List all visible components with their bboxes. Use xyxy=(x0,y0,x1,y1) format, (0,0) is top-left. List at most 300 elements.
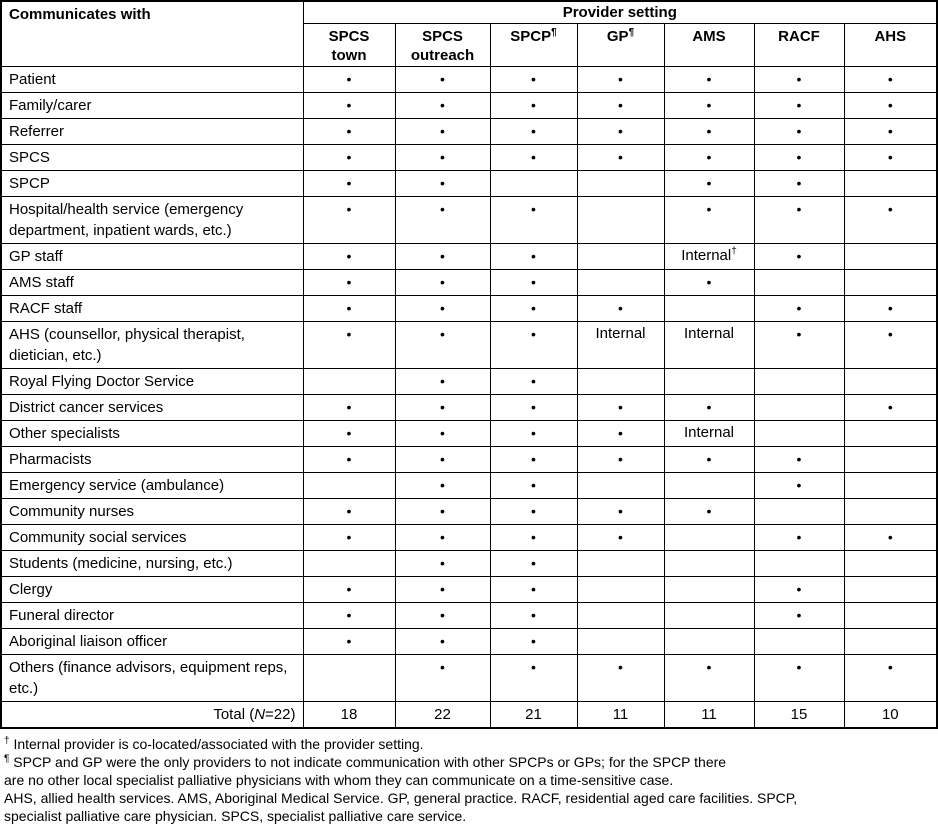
matrix-cell xyxy=(490,524,577,550)
matrix-cell xyxy=(754,654,844,701)
matrix-cell xyxy=(844,295,937,321)
matrix-cell xyxy=(844,524,937,550)
matrix-cell xyxy=(303,576,395,602)
footnote-line xyxy=(4,735,932,753)
dot-icon: • xyxy=(440,70,445,87)
dot-icon: • xyxy=(346,398,352,415)
total-label-prefix: Total ( xyxy=(213,705,255,723)
row-label: AMS staff xyxy=(1,269,303,295)
dot-icon: • xyxy=(440,424,445,441)
table-body xyxy=(1,66,937,728)
matrix-cell xyxy=(490,420,577,446)
matrix-cell xyxy=(490,66,577,92)
table-row xyxy=(1,524,937,550)
row-label: Patient xyxy=(1,66,303,92)
total-row xyxy=(1,701,937,728)
total-value: 10 xyxy=(844,701,937,728)
dot-icon: • xyxy=(531,325,536,342)
matrix-cell xyxy=(303,524,395,550)
matrix-cell xyxy=(754,170,844,196)
matrix-cell xyxy=(395,144,490,170)
row-label: Funeral director xyxy=(1,602,303,628)
matrix-cell xyxy=(844,144,937,170)
matrix-cell xyxy=(844,420,937,446)
matrix-cell xyxy=(844,368,937,394)
matrix-cell xyxy=(490,602,577,628)
column-header-line1: SPCP xyxy=(510,27,552,45)
footnote-line xyxy=(4,771,932,789)
matrix-cell xyxy=(844,66,937,92)
dot-icon: • xyxy=(346,450,352,467)
matrix-cell xyxy=(577,92,664,118)
matrix-cell xyxy=(490,498,577,524)
matrix-cell xyxy=(395,170,490,196)
matrix-cell xyxy=(754,144,844,170)
matrix-cell xyxy=(395,498,490,524)
matrix-cell xyxy=(490,118,577,144)
dot-icon: • xyxy=(531,122,536,139)
table-row xyxy=(1,196,937,243)
footnote-text: AHS, allied health services. AMS, Aboriginal Medical Service. GP, general practice. RACF, residential aged care facilities. SPCP, xyxy=(4,790,798,806)
total-label-suffix: =22) xyxy=(265,705,296,723)
matrix-cell xyxy=(577,524,664,550)
internal-label: Internal xyxy=(683,423,735,441)
dot-icon: • xyxy=(440,502,445,519)
total-value: 15 xyxy=(754,701,844,728)
column-header-sup: ¶ xyxy=(628,26,635,38)
dot-icon: • xyxy=(531,273,536,290)
dot-icon: • xyxy=(618,658,623,675)
matrix-cell xyxy=(577,628,664,654)
column-header xyxy=(754,23,844,66)
matrix-cell xyxy=(754,295,844,321)
dot-icon: • xyxy=(346,247,352,264)
matrix-cell xyxy=(395,368,490,394)
matrix-cell xyxy=(664,144,754,170)
matrix-cell xyxy=(844,654,937,701)
matrix-cell xyxy=(844,321,937,368)
matrix-cell xyxy=(844,92,937,118)
table-row xyxy=(1,446,937,472)
matrix-cell xyxy=(577,118,664,144)
matrix-cell xyxy=(395,472,490,498)
matrix-cell xyxy=(664,321,754,368)
table-row xyxy=(1,269,937,295)
column-header xyxy=(303,23,395,66)
dot-icon: • xyxy=(887,658,893,675)
dot-icon: • xyxy=(440,148,445,165)
table-row xyxy=(1,243,937,269)
dot-icon: • xyxy=(796,528,802,545)
matrix-cell xyxy=(754,196,844,243)
column-header-line1: SPCS xyxy=(422,27,463,45)
total-value: 22 xyxy=(395,701,490,728)
matrix-cell xyxy=(577,446,664,472)
matrix-cell xyxy=(395,92,490,118)
dot-icon: • xyxy=(796,476,802,493)
matrix-cell xyxy=(303,472,395,498)
row-label: Pharmacists xyxy=(1,446,303,472)
matrix-cell xyxy=(577,66,664,92)
dot-icon: • xyxy=(440,658,445,675)
matrix-cell xyxy=(490,654,577,701)
matrix-cell xyxy=(664,524,754,550)
footnote-line xyxy=(4,789,932,807)
matrix-cell xyxy=(844,602,937,628)
matrix-cell xyxy=(844,576,937,602)
matrix-cell xyxy=(303,66,395,92)
dot-icon: • xyxy=(706,200,712,217)
column-header xyxy=(490,23,577,66)
dot-icon: • xyxy=(706,122,712,139)
dot-icon: • xyxy=(440,554,445,571)
matrix-cell xyxy=(664,118,754,144)
matrix-cell xyxy=(844,170,937,196)
table-row xyxy=(1,576,937,602)
dot-icon: • xyxy=(796,96,802,113)
dot-icon: • xyxy=(531,606,536,623)
matrix-cell xyxy=(664,92,754,118)
matrix-cell xyxy=(490,196,577,243)
dot-icon: • xyxy=(440,580,445,597)
dot-icon: • xyxy=(346,299,352,316)
dot-icon: • xyxy=(796,70,802,87)
matrix-cell xyxy=(395,576,490,602)
row-label: Emergency service (ambulance) xyxy=(1,472,303,498)
matrix-cell xyxy=(395,269,490,295)
internal-label: Internal xyxy=(683,324,735,342)
matrix-cell xyxy=(754,269,844,295)
dot-icon: • xyxy=(706,148,712,165)
dot-icon: • xyxy=(440,476,445,493)
dot-icon: • xyxy=(887,299,893,316)
matrix-cell xyxy=(844,446,937,472)
matrix-cell xyxy=(395,321,490,368)
footnote-marker: † xyxy=(4,735,10,747)
matrix-cell xyxy=(303,144,395,170)
matrix-cell xyxy=(577,654,664,701)
dot-icon: • xyxy=(706,658,712,675)
column-header-line1: SPCS xyxy=(328,27,370,45)
matrix-cell xyxy=(664,654,754,701)
matrix-cell xyxy=(844,118,937,144)
matrix-cell xyxy=(844,394,937,420)
dot-icon: • xyxy=(706,502,712,519)
matrix-cell xyxy=(395,654,490,701)
total-label xyxy=(1,701,303,728)
matrix-cell xyxy=(664,550,754,576)
matrix-cell xyxy=(664,243,754,269)
footnote-line xyxy=(4,753,932,771)
row-label: Community nurses xyxy=(1,498,303,524)
matrix-cell xyxy=(664,394,754,420)
matrix-cell xyxy=(577,550,664,576)
dot-icon: • xyxy=(440,372,445,389)
matrix-cell xyxy=(664,446,754,472)
matrix-cell xyxy=(490,295,577,321)
dot-icon: • xyxy=(346,200,352,217)
matrix-cell xyxy=(490,628,577,654)
matrix-cell xyxy=(754,446,844,472)
matrix-cell xyxy=(395,66,490,92)
matrix-cell xyxy=(303,321,395,368)
dot-icon: • xyxy=(346,632,352,649)
matrix-cell xyxy=(395,295,490,321)
matrix-cell xyxy=(577,498,664,524)
dot-icon: • xyxy=(531,476,536,493)
dot-icon: • xyxy=(618,96,623,113)
column-header-sup: ¶ xyxy=(551,26,557,38)
matrix-cell xyxy=(754,602,844,628)
dot-icon: • xyxy=(440,632,445,649)
matrix-cell xyxy=(303,295,395,321)
dot-icon: • xyxy=(796,148,802,165)
matrix-cell xyxy=(303,170,395,196)
matrix-cell xyxy=(754,498,844,524)
matrix-cell xyxy=(664,368,754,394)
internal-label: Internal xyxy=(595,324,646,342)
matrix-cell xyxy=(395,118,490,144)
group-header-row xyxy=(1,1,937,23)
table-row xyxy=(1,295,937,321)
dot-icon: • xyxy=(440,247,445,264)
matrix-cell xyxy=(577,394,664,420)
row-label: District cancer services xyxy=(1,394,303,420)
dot-icon: • xyxy=(346,424,352,441)
table-row xyxy=(1,602,937,628)
dot-icon: • xyxy=(440,299,445,316)
footnote-text: SPCP and GP were the only providers to not indicate communication with other SPCPs or GPs; for the SPCP there xyxy=(13,754,727,770)
dot-icon: • xyxy=(346,502,352,519)
matrix-cell xyxy=(303,394,395,420)
row-label: GP staff xyxy=(1,243,303,269)
matrix-cell xyxy=(754,321,844,368)
column-header-line1: GP xyxy=(606,27,629,45)
matrix-cell xyxy=(664,420,754,446)
dot-icon: • xyxy=(887,528,893,545)
group-header: Provider setting xyxy=(303,1,937,23)
footnotes xyxy=(0,729,936,825)
dot-icon: • xyxy=(531,450,536,467)
dot-icon: • xyxy=(346,148,352,165)
matrix-cell xyxy=(754,92,844,118)
total-value: 18 xyxy=(303,701,395,728)
table-row xyxy=(1,472,937,498)
matrix-cell xyxy=(303,243,395,269)
column-header-line1: RACF xyxy=(778,27,820,45)
dot-icon: • xyxy=(346,325,352,342)
dot-icon: • xyxy=(796,580,802,597)
row-label: Royal Flying Doctor Service xyxy=(1,368,303,394)
dot-icon: • xyxy=(618,450,623,467)
matrix-cell xyxy=(664,602,754,628)
table-row xyxy=(1,170,937,196)
matrix-cell xyxy=(490,550,577,576)
matrix-cell xyxy=(577,170,664,196)
dot-icon: • xyxy=(531,70,536,87)
table-row xyxy=(1,144,937,170)
dot-icon: • xyxy=(440,174,445,191)
dot-icon: • xyxy=(706,70,712,87)
dot-icon: • xyxy=(346,528,352,545)
matrix-cell xyxy=(303,498,395,524)
dot-icon: • xyxy=(440,122,445,139)
table-row xyxy=(1,66,937,92)
row-label: Referrer xyxy=(1,118,303,144)
matrix-cell xyxy=(303,550,395,576)
dot-icon: • xyxy=(346,273,352,290)
row-label: SPCS xyxy=(1,144,303,170)
matrix-cell xyxy=(844,498,937,524)
dot-icon: • xyxy=(706,450,712,467)
matrix-cell xyxy=(303,118,395,144)
dot-icon: • xyxy=(887,200,893,217)
row-label: Clergy xyxy=(1,576,303,602)
table-row xyxy=(1,321,937,368)
matrix-cell xyxy=(490,269,577,295)
dot-icon: • xyxy=(618,424,623,441)
dagger-marker: † xyxy=(731,245,737,257)
dot-icon: • xyxy=(440,96,445,113)
matrix-cell xyxy=(303,602,395,628)
matrix-cell xyxy=(664,269,754,295)
matrix-cell xyxy=(490,243,577,269)
dot-icon: • xyxy=(531,200,536,217)
row-label: SPCP xyxy=(1,170,303,196)
matrix-cell xyxy=(664,498,754,524)
matrix-cell xyxy=(395,446,490,472)
dot-icon: • xyxy=(887,96,893,113)
dot-icon: • xyxy=(796,174,802,191)
row-label: Family/carer xyxy=(1,92,303,118)
matrix-cell xyxy=(303,196,395,243)
footnote-line xyxy=(4,807,932,825)
matrix-cell xyxy=(664,196,754,243)
dot-icon: • xyxy=(796,450,802,467)
matrix-cell xyxy=(754,576,844,602)
dot-icon: • xyxy=(531,96,536,113)
table-row xyxy=(1,92,937,118)
matrix-cell xyxy=(577,196,664,243)
dot-icon: • xyxy=(346,122,352,139)
table-row xyxy=(1,654,937,701)
matrix-cell xyxy=(395,524,490,550)
dot-icon: • xyxy=(440,273,445,290)
dot-icon: • xyxy=(887,148,893,165)
dot-icon: • xyxy=(796,247,802,264)
dot-icon: • xyxy=(796,606,802,623)
dot-icon: • xyxy=(618,398,623,415)
dot-icon: • xyxy=(440,528,445,545)
matrix-cell xyxy=(395,602,490,628)
total-value: 21 xyxy=(490,701,577,728)
matrix-cell xyxy=(664,576,754,602)
dot-icon: • xyxy=(618,148,623,165)
matrix-cell xyxy=(754,524,844,550)
matrix-cell xyxy=(395,628,490,654)
table-row xyxy=(1,550,937,576)
total-value: 11 xyxy=(664,701,754,728)
matrix-cell xyxy=(395,196,490,243)
dot-icon: • xyxy=(440,450,445,467)
matrix-cell xyxy=(490,92,577,118)
matrix-cell xyxy=(577,368,664,394)
matrix-cell xyxy=(577,295,664,321)
matrix-cell xyxy=(490,446,577,472)
matrix-cell xyxy=(577,602,664,628)
dot-icon: • xyxy=(618,70,623,87)
matrix-cell xyxy=(844,269,937,295)
matrix-cell xyxy=(303,269,395,295)
dot-icon: • xyxy=(531,299,536,316)
row-label: Community social services xyxy=(1,524,303,550)
matrix-cell xyxy=(754,420,844,446)
matrix-cell xyxy=(303,420,395,446)
matrix-cell xyxy=(577,243,664,269)
column-header-line2: town xyxy=(331,46,367,64)
dot-icon: • xyxy=(618,299,623,316)
matrix-cell xyxy=(664,472,754,498)
row-label: Hospital/health service (emergency department, inpatient wards, etc.) xyxy=(1,196,303,243)
dot-icon: • xyxy=(440,200,445,217)
matrix-cell xyxy=(490,368,577,394)
matrix-cell xyxy=(395,243,490,269)
dot-icon: • xyxy=(346,174,352,191)
dot-icon: • xyxy=(531,424,536,441)
table-row xyxy=(1,628,937,654)
dot-icon: • xyxy=(346,70,352,87)
dot-icon: • xyxy=(796,658,802,675)
table-row xyxy=(1,420,937,446)
dot-icon: • xyxy=(618,502,623,519)
footnote-marker: ¶ xyxy=(4,753,10,765)
matrix-cell xyxy=(664,66,754,92)
dot-icon: • xyxy=(346,96,352,113)
matrix-cell xyxy=(754,550,844,576)
row-label: AHS (counsellor, physical therapist, dietician, etc.) xyxy=(1,321,303,368)
column-header-line1: AHS xyxy=(874,27,907,45)
matrix-cell xyxy=(844,628,937,654)
matrix-cell xyxy=(754,628,844,654)
dot-icon: • xyxy=(531,580,536,597)
dot-icon: • xyxy=(887,398,893,415)
table-row xyxy=(1,368,937,394)
matrix-cell xyxy=(577,269,664,295)
dot-icon: • xyxy=(531,148,536,165)
matrix-cell xyxy=(754,472,844,498)
footnote-text: Internal provider is co-located/associated with the provider setting. xyxy=(13,736,424,752)
dot-icon: • xyxy=(531,554,536,571)
dot-icon: • xyxy=(796,122,802,139)
column-header-line1: AMS xyxy=(692,27,726,45)
matrix-cell xyxy=(490,170,577,196)
dot-icon: • xyxy=(618,528,623,545)
matrix-cell xyxy=(844,243,937,269)
dot-icon: • xyxy=(887,70,893,87)
dot-icon: • xyxy=(706,96,712,113)
corner-header: Communicates with xyxy=(1,1,303,66)
dot-icon: • xyxy=(440,325,445,342)
dot-icon: • xyxy=(796,299,802,316)
matrix-cell xyxy=(844,196,937,243)
total-value: 11 xyxy=(577,701,664,728)
column-header xyxy=(395,23,490,66)
matrix-cell xyxy=(490,472,577,498)
dot-icon: • xyxy=(887,122,893,139)
dot-icon: • xyxy=(618,122,623,139)
dot-icon: • xyxy=(531,247,536,264)
dot-icon: • xyxy=(531,502,536,519)
